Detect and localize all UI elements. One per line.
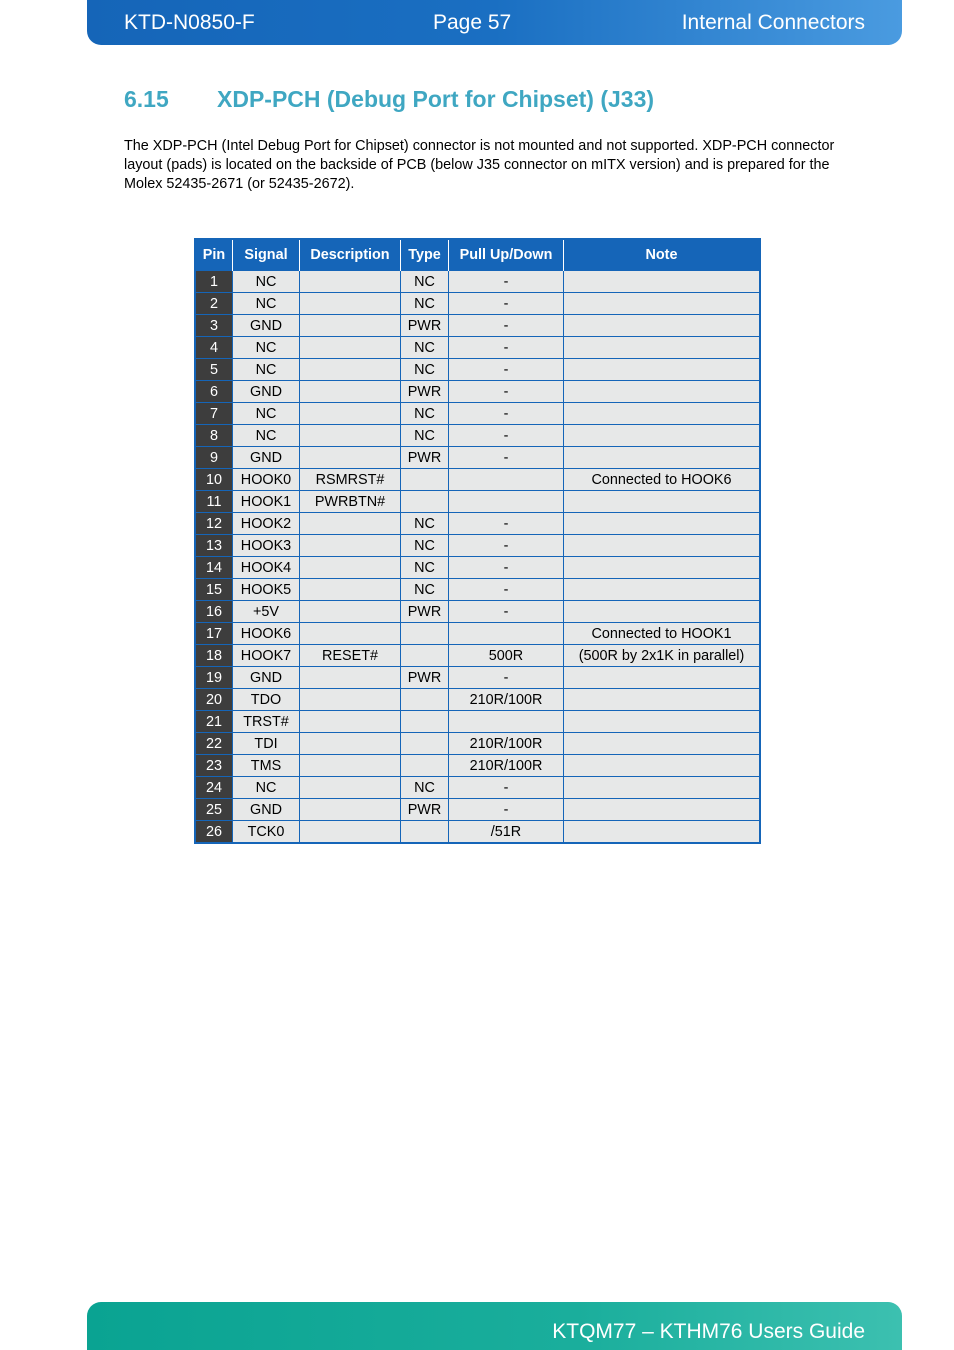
guide-title: KTQM77 – KTHM76 Users Guide <box>552 1320 865 1343</box>
table-row <box>195 271 760 293</box>
cell-type: NC <box>401 337 449 359</box>
table-row <box>195 579 760 601</box>
table-row <box>195 469 760 491</box>
cell-note <box>564 711 761 733</box>
table-row <box>195 667 760 689</box>
cell-pin: 22 <box>195 733 233 755</box>
cell-description: RESET# <box>300 645 401 667</box>
cell-note <box>564 447 761 469</box>
cell-note <box>564 337 761 359</box>
cell-note <box>564 557 761 579</box>
cell-signal: GND <box>233 315 300 337</box>
table-row <box>195 733 760 755</box>
cell-type: PWR <box>401 381 449 403</box>
cell-type: NC <box>401 513 449 535</box>
cell-pull: - <box>449 557 564 579</box>
cell-signal: HOOK3 <box>233 535 300 557</box>
cell-description <box>300 315 401 337</box>
cell-pin: 25 <box>195 799 233 821</box>
header-signal: Signal <box>233 239 300 271</box>
cell-pin: 11 <box>195 491 233 513</box>
cell-pull <box>449 491 564 513</box>
cell-type: NC <box>401 403 449 425</box>
header-description: Description <box>300 239 401 271</box>
cell-description: PWRBTN# <box>300 491 401 513</box>
cell-pin: 5 <box>195 359 233 381</box>
cell-note <box>564 535 761 557</box>
cell-signal: TDO <box>233 689 300 711</box>
table-row <box>195 777 760 799</box>
cell-pin: 21 <box>195 711 233 733</box>
cell-pull: 500R <box>449 645 564 667</box>
table-row <box>195 315 760 337</box>
section-heading <box>124 86 654 113</box>
cell-pull: - <box>449 447 564 469</box>
cell-signal: +5V <box>233 601 300 623</box>
cell-description <box>300 359 401 381</box>
cell-description <box>300 425 401 447</box>
cell-pin: 17 <box>195 623 233 645</box>
cell-signal: NC <box>233 293 300 315</box>
cell-pin: 7 <box>195 403 233 425</box>
cell-note <box>564 601 761 623</box>
cell-signal: NC <box>233 271 300 293</box>
cell-description <box>300 689 401 711</box>
cell-signal: HOOK7 <box>233 645 300 667</box>
doc-id: KTD-N0850-F <box>124 11 255 34</box>
cell-note <box>564 359 761 381</box>
cell-signal: HOOK5 <box>233 579 300 601</box>
cell-signal: HOOK6 <box>233 623 300 645</box>
page-number: Page 57 <box>433 11 512 34</box>
cell-type <box>401 711 449 733</box>
table-row <box>195 447 760 469</box>
cell-signal: GND <box>233 667 300 689</box>
cell-type <box>401 689 449 711</box>
cell-description <box>300 403 401 425</box>
cell-pin: 1 <box>195 271 233 293</box>
cell-note <box>564 513 761 535</box>
cell-type: PWR <box>401 601 449 623</box>
section-name: Internal Connectors <box>681 11 865 34</box>
cell-pin: 23 <box>195 755 233 777</box>
cell-signal: TRST# <box>233 711 300 733</box>
table-row <box>195 821 760 844</box>
cell-pin: 26 <box>195 821 233 844</box>
cell-pin: 16 <box>195 601 233 623</box>
cell-description <box>300 777 401 799</box>
cell-pull: - <box>449 315 564 337</box>
cell-note: Connected to HOOK6 <box>564 469 761 491</box>
table-row <box>195 557 760 579</box>
cell-signal: HOOK2 <box>233 513 300 535</box>
cell-pull: 210R/100R <box>449 755 564 777</box>
table-row <box>195 337 760 359</box>
cell-type <box>401 623 449 645</box>
cell-type <box>401 491 449 513</box>
cell-pin: 14 <box>195 557 233 579</box>
cell-type: PWR <box>401 447 449 469</box>
page-footer <box>87 1302 902 1350</box>
cell-description <box>300 733 401 755</box>
cell-pin: 10 <box>195 469 233 491</box>
cell-pin: 3 <box>195 315 233 337</box>
cell-pin: 20 <box>195 689 233 711</box>
cell-type: PWR <box>401 667 449 689</box>
cell-pull: - <box>449 403 564 425</box>
cell-signal: HOOK4 <box>233 557 300 579</box>
cell-description <box>300 755 401 777</box>
cell-pin: 24 <box>195 777 233 799</box>
section-number: 6.15 <box>124 86 169 112</box>
cell-type: NC <box>401 535 449 557</box>
cell-note <box>564 799 761 821</box>
cell-pull: - <box>449 535 564 557</box>
cell-pin: 8 <box>195 425 233 447</box>
cell-type: NC <box>401 359 449 381</box>
cell-type <box>401 645 449 667</box>
header-note: Note <box>564 239 761 271</box>
intro-paragraph: The XDP-PCH (Intel Debug Port for Chipset) connector is not mounted and not supported. XDP-PCH connector layout (pads) is located on the backside of PCB (below J35 connector on mITX version) and is prepared for the Molex 52435-2671 (or 52435-2672). <box>124 138 835 192</box>
cell-signal: NC <box>233 337 300 359</box>
cell-pin: 13 <box>195 535 233 557</box>
cell-signal: NC <box>233 777 300 799</box>
cell-note <box>564 667 761 689</box>
cell-pull: - <box>449 381 564 403</box>
cell-pin: 2 <box>195 293 233 315</box>
cell-note: (500R by 2x1K in parallel) <box>564 645 761 667</box>
cell-note <box>564 381 761 403</box>
cell-description <box>300 381 401 403</box>
cell-pull: 210R/100R <box>449 733 564 755</box>
cell-pull <box>449 623 564 645</box>
cell-description: RSMRST# <box>300 469 401 491</box>
table-row <box>195 711 760 733</box>
cell-note <box>564 403 761 425</box>
cell-signal: GND <box>233 381 300 403</box>
cell-type: NC <box>401 777 449 799</box>
cell-description <box>300 447 401 469</box>
cell-pin: 4 <box>195 337 233 359</box>
cell-note <box>564 315 761 337</box>
table-row <box>195 491 760 513</box>
cell-description <box>300 667 401 689</box>
cell-type: NC <box>401 293 449 315</box>
cell-signal: NC <box>233 425 300 447</box>
cell-note: Connected to HOOK1 <box>564 623 761 645</box>
cell-pull: - <box>449 667 564 689</box>
cell-note <box>564 733 761 755</box>
table-row <box>195 601 760 623</box>
cell-signal: GND <box>233 447 300 469</box>
cell-type <box>401 469 449 491</box>
cell-description <box>300 337 401 359</box>
cell-pull: - <box>449 513 564 535</box>
cell-pull: /51R <box>449 821 564 844</box>
cell-note <box>564 821 761 844</box>
cell-pull <box>449 711 564 733</box>
cell-note <box>564 777 761 799</box>
table-header-row <box>195 239 760 271</box>
cell-note <box>564 755 761 777</box>
cell-note <box>564 425 761 447</box>
cell-pull: - <box>449 601 564 623</box>
table-row <box>195 425 760 447</box>
cell-pull: - <box>449 293 564 315</box>
cell-type <box>401 821 449 844</box>
cell-signal: HOOK1 <box>233 491 300 513</box>
table-row <box>195 513 760 535</box>
cell-pull: - <box>449 425 564 447</box>
cell-pull: - <box>449 359 564 381</box>
table-row <box>195 623 760 645</box>
cell-note <box>564 293 761 315</box>
cell-pull: - <box>449 777 564 799</box>
header-pull: Pull Up/Down <box>449 239 564 271</box>
cell-pin: 12 <box>195 513 233 535</box>
cell-type <box>401 733 449 755</box>
cell-pin: 15 <box>195 579 233 601</box>
cell-description <box>300 821 401 844</box>
header-pin: Pin <box>195 239 233 271</box>
cell-type: NC <box>401 425 449 447</box>
cell-signal: GND <box>233 799 300 821</box>
table-row <box>195 799 760 821</box>
cell-type: PWR <box>401 799 449 821</box>
cell-description <box>300 579 401 601</box>
table-row <box>195 403 760 425</box>
cell-type: NC <box>401 579 449 601</box>
cell-pin: 19 <box>195 667 233 689</box>
cell-description <box>300 711 401 733</box>
cell-type <box>401 755 449 777</box>
cell-type: PWR <box>401 315 449 337</box>
cell-description <box>300 601 401 623</box>
cell-description <box>300 557 401 579</box>
cell-type: NC <box>401 271 449 293</box>
header-type: Type <box>401 239 449 271</box>
cell-note <box>564 491 761 513</box>
cell-note <box>564 689 761 711</box>
table-row <box>195 293 760 315</box>
cell-description <box>300 799 401 821</box>
pinout-table <box>194 238 761 844</box>
table-row <box>195 359 760 381</box>
cell-description <box>300 623 401 645</box>
cell-description <box>300 293 401 315</box>
table-row <box>195 689 760 711</box>
cell-pull: 210R/100R <box>449 689 564 711</box>
cell-description <box>300 271 401 293</box>
table-row <box>195 755 760 777</box>
cell-pull: - <box>449 799 564 821</box>
cell-description <box>300 535 401 557</box>
cell-signal: NC <box>233 403 300 425</box>
cell-signal: TMS <box>233 755 300 777</box>
cell-pull: - <box>449 271 564 293</box>
cell-pin: 9 <box>195 447 233 469</box>
cell-note <box>564 271 761 293</box>
cell-signal: TDI <box>233 733 300 755</box>
table-row <box>195 381 760 403</box>
cell-signal: NC <box>233 359 300 381</box>
cell-signal: HOOK0 <box>233 469 300 491</box>
page-header <box>87 0 902 45</box>
cell-pin: 18 <box>195 645 233 667</box>
section-title: XDP-PCH (Debug Port for Chipset) (J33) <box>217 86 655 112</box>
cell-description <box>300 513 401 535</box>
cell-signal: TCK0 <box>233 821 300 844</box>
cell-type: NC <box>401 557 449 579</box>
cell-pull <box>449 469 564 491</box>
cell-pull: - <box>449 337 564 359</box>
cell-pull: - <box>449 579 564 601</box>
table-row <box>195 645 760 667</box>
table-row <box>195 535 760 557</box>
cell-note <box>564 579 761 601</box>
cell-pin: 6 <box>195 381 233 403</box>
